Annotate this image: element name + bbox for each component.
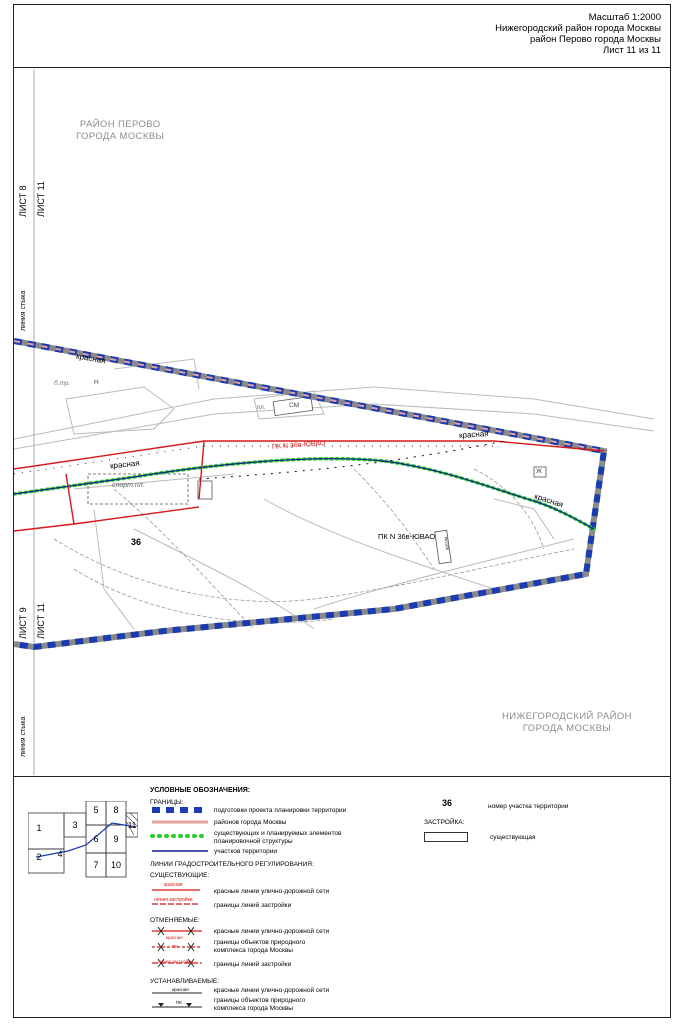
zh-label: Ж xyxy=(536,468,543,475)
established-pk-desc-1: границы объектов природного xyxy=(214,997,306,1004)
district-line-1: Нижегородский район города Москвы xyxy=(495,23,661,34)
district-label-perovo xyxy=(76,119,164,143)
cancelled-build-sw-label: линия застройки xyxy=(158,959,193,964)
red-line-label-2: красная xyxy=(109,458,140,471)
existing-red-desc: красные линии улично-дорожной сети xyxy=(214,888,330,895)
cancelled-heading: ОТМЕНЯЕМЫЕ: xyxy=(150,917,200,924)
key-cell-11: 11 xyxy=(127,820,137,830)
key-cell-3: 3 xyxy=(72,820,78,830)
district-top-1: РАЙОН ПЕРОВО xyxy=(79,119,161,130)
established-pk-desc-2: комплекса города Москвы xyxy=(214,1005,293,1012)
border-structure-desc-1: существующих и планируемых элементов xyxy=(214,830,342,837)
dashed-paths xyxy=(54,469,574,629)
sheet-ref-bottom-a: ЛИСТ 9 xyxy=(18,607,28,639)
border-swatches xyxy=(150,806,210,866)
existing-heading: СУЩЕСТВУЮЩИЕ: xyxy=(150,872,210,879)
key-cell-5: 5 xyxy=(93,805,99,815)
building-heading: ЗАСТРОЙКА: xyxy=(424,819,465,826)
legend-title: УСЛОВНЫЕ ОБОЗНАЧЕНИЯ: xyxy=(150,787,251,794)
cancelled-pk-desc-2: комплекса города Москвы xyxy=(214,947,293,954)
legend-panel xyxy=(14,776,670,1018)
key-cell-7: 7 xyxy=(93,860,99,870)
border-plot-desc: участков территории xyxy=(214,848,278,855)
district-bottom-1: НИЖЕГОРОДСКИЙ РАЙОН xyxy=(502,711,632,722)
building-swatch xyxy=(424,832,468,842)
key-cell-4: 4 xyxy=(57,849,63,859)
key-cell-8: 8 xyxy=(113,805,119,815)
map-area xyxy=(14,69,670,775)
district-top-2: ГОРОДА МОСКВЫ xyxy=(76,131,165,142)
sm-label: СМ xyxy=(289,402,300,409)
sheet-ref-top-a: ЛИСТ 8 xyxy=(18,185,28,217)
pl-label: пл. xyxy=(257,405,266,411)
key-cell-10: 10 xyxy=(110,860,121,870)
key-cell-6: 6 xyxy=(93,834,99,844)
scale-label: Масштаб 1:2000 xyxy=(588,12,661,23)
cancelled-red-desc: красные линии улично-дорожной сети xyxy=(214,928,330,935)
district-line-2: район Перово города Москвы xyxy=(529,34,661,45)
map-drawing xyxy=(14,69,670,775)
sheet-ref-top-b: ЛИСТ 11 xyxy=(36,181,46,217)
established-heading: УСТАНАВЛИВАЕМЫЕ: xyxy=(150,978,220,985)
key-cell-2: 2 xyxy=(36,852,42,862)
plot-number-label: 36 xyxy=(131,537,142,547)
building-desc: существующая xyxy=(490,834,536,841)
lines-heading: ЛИНИИ ГРАДОСТРОИТЕЛЬНОГО РЕГУЛИРОВАНИЯ: xyxy=(150,861,314,868)
border-project-desc: подготовки проекта планировки территории xyxy=(214,807,347,814)
cancelled-red-sw-label: красная xyxy=(166,935,183,940)
plot-num-sample: 36 xyxy=(442,798,453,808)
title-block xyxy=(13,4,671,68)
established-pk-sw-label: ПК xyxy=(176,1000,182,1005)
existing-build-desc: границы линий застройки xyxy=(214,902,292,909)
avtomoyka-label: автом. xyxy=(442,534,451,551)
sport-label: спорт.пл. xyxy=(112,482,145,489)
border-structure-desc-2: планировочной структуры xyxy=(214,838,293,845)
cancelled-build-desc: границы линий застройки xyxy=(214,961,292,968)
cancelled-pk-desc-1: границы объектов природного xyxy=(214,939,306,946)
buildings xyxy=(88,396,546,563)
established-red-line xyxy=(14,446,494,474)
borders-heading: ГРАНИЦЫ: xyxy=(150,799,184,806)
district-label-nizhegorodsky xyxy=(502,711,632,735)
n-label: Н xyxy=(94,379,99,386)
planning-structure-line xyxy=(14,459,594,529)
pk-label: ПК N 36в-ЮВАО xyxy=(378,532,436,541)
pk-label-red: ПК N 36в-ЮВАО xyxy=(271,440,326,451)
junction-label-bottom: линия стыка xyxy=(20,716,27,757)
sheet-number: Лист 11 из 11 xyxy=(603,45,661,56)
existing-red-sw-label: красная xyxy=(164,882,183,888)
red-line-label-1: красная xyxy=(75,351,107,366)
key-cell-1: 1 xyxy=(36,823,42,833)
border-district-desc: районов города Москвы xyxy=(214,819,287,826)
key-cell-9: 9 xyxy=(113,834,119,844)
cancelled-pk-sw-label: ПК xyxy=(172,944,178,949)
established-red-sw-label: красная xyxy=(172,987,189,992)
junction-label-top: линия стыка xyxy=(20,290,27,331)
sheet-ref-bottom-b: ЛИСТ 11 xyxy=(36,603,46,639)
btr-label: б.тр. xyxy=(54,380,71,387)
established-red-desc: красные линии улично-дорожной сети xyxy=(214,987,330,994)
red-line-label-3: красная xyxy=(458,428,489,441)
plot-num-desc: номер участка территории xyxy=(488,803,569,810)
existing-build-sw-label: линия застройки xyxy=(154,897,193,903)
red-line-label-4: красная xyxy=(533,491,565,510)
district-bottom-2: ГОРОДА МОСКВЫ xyxy=(522,723,612,734)
title-text xyxy=(495,12,661,56)
